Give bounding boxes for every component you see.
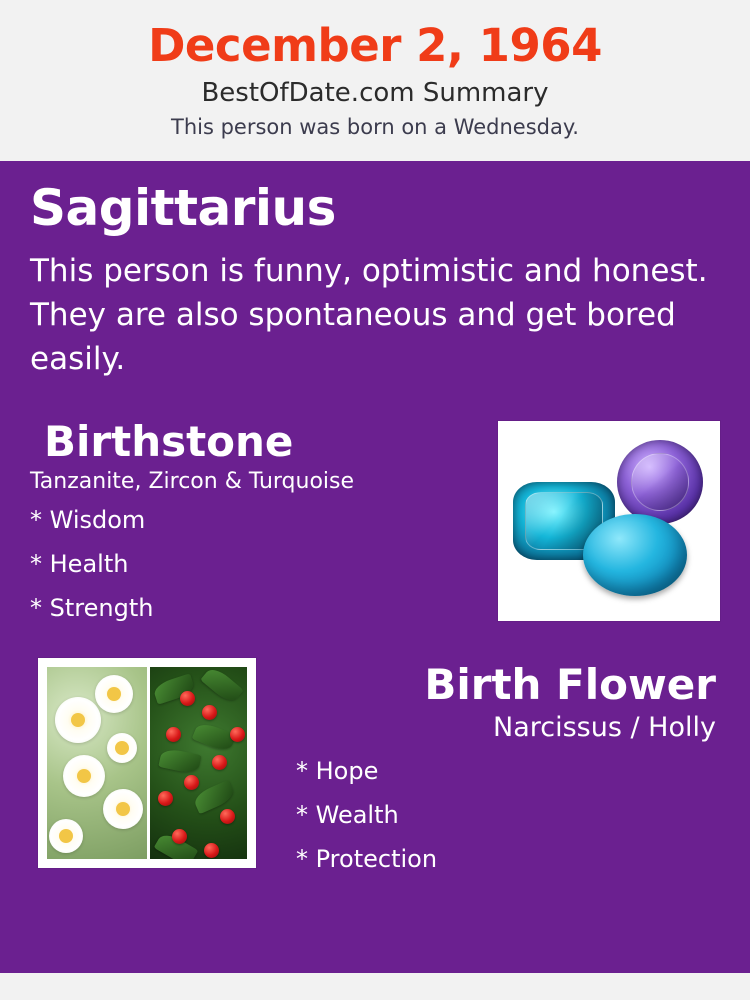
holly-berry-icon [166, 727, 181, 742]
holly-berry-icon [202, 705, 217, 720]
birth-flower-section [30, 658, 720, 888]
birth-flower-names: Narcissus / Holly [493, 711, 716, 743]
list-item: * Health [30, 550, 129, 579]
flower-icon [49, 819, 83, 853]
holly-image [147, 667, 247, 859]
birthstone-text-column [30, 416, 480, 623]
zodiac-sign-name: Sagittarius [30, 178, 336, 237]
list-item: * Protection [296, 845, 438, 874]
flower-icon [63, 755, 105, 797]
holly-berry-icon [204, 843, 219, 858]
birthstone-names: Tanzanite, Zircon & Turquoise [30, 468, 355, 494]
list-item: * Wealth [296, 801, 399, 830]
flower-icon [95, 675, 133, 713]
birth-flower-text-column [278, 658, 720, 874]
flower-icon [107, 733, 137, 763]
holly-berry-icon [158, 791, 173, 806]
birth-flower-photo [38, 658, 256, 868]
header-divider [0, 153, 750, 161]
site-summary-label: BestOfDate.com Summary [201, 78, 549, 109]
birth-flower-traits-list [278, 757, 720, 874]
gemstones-illustration [507, 430, 711, 612]
narcissus-image [47, 667, 147, 859]
tanzanite-gem-icon [617, 440, 703, 524]
holly-berry-icon [180, 691, 195, 706]
zodiac-description: This person is funny, optimistic and honest. They are also spontaneous and get bored easily. [30, 252, 708, 377]
birthstone-traits-list [30, 506, 480, 623]
flower-icon [103, 789, 143, 829]
holly-berry-icon [212, 755, 227, 770]
turquoise-gem-icon [583, 514, 687, 596]
birthstone-photo [498, 421, 720, 621]
content-panel [0, 161, 750, 973]
header [0, 0, 750, 153]
list-item: * Strength [30, 594, 154, 623]
birth-flower-heading: Birth Flower [424, 659, 716, 709]
birthstone-section [30, 416, 720, 636]
birthstone-heading: Birthstone [44, 416, 294, 466]
holly-berry-icon [172, 829, 187, 844]
flower-icon [55, 697, 101, 743]
holly-berry-icon [184, 775, 199, 790]
born-day-note: This person was born on a Wednesday. [171, 114, 579, 139]
flowers-illustration [47, 667, 247, 859]
holly-berry-icon [230, 727, 245, 742]
holly-berry-icon [220, 809, 235, 824]
list-item: * Wisdom [30, 506, 146, 535]
page-title: December 2, 1964 [148, 19, 602, 72]
holly-leaf-icon [158, 747, 201, 775]
list-item: * Hope [296, 757, 379, 786]
holly-leaf-icon [200, 667, 243, 706]
